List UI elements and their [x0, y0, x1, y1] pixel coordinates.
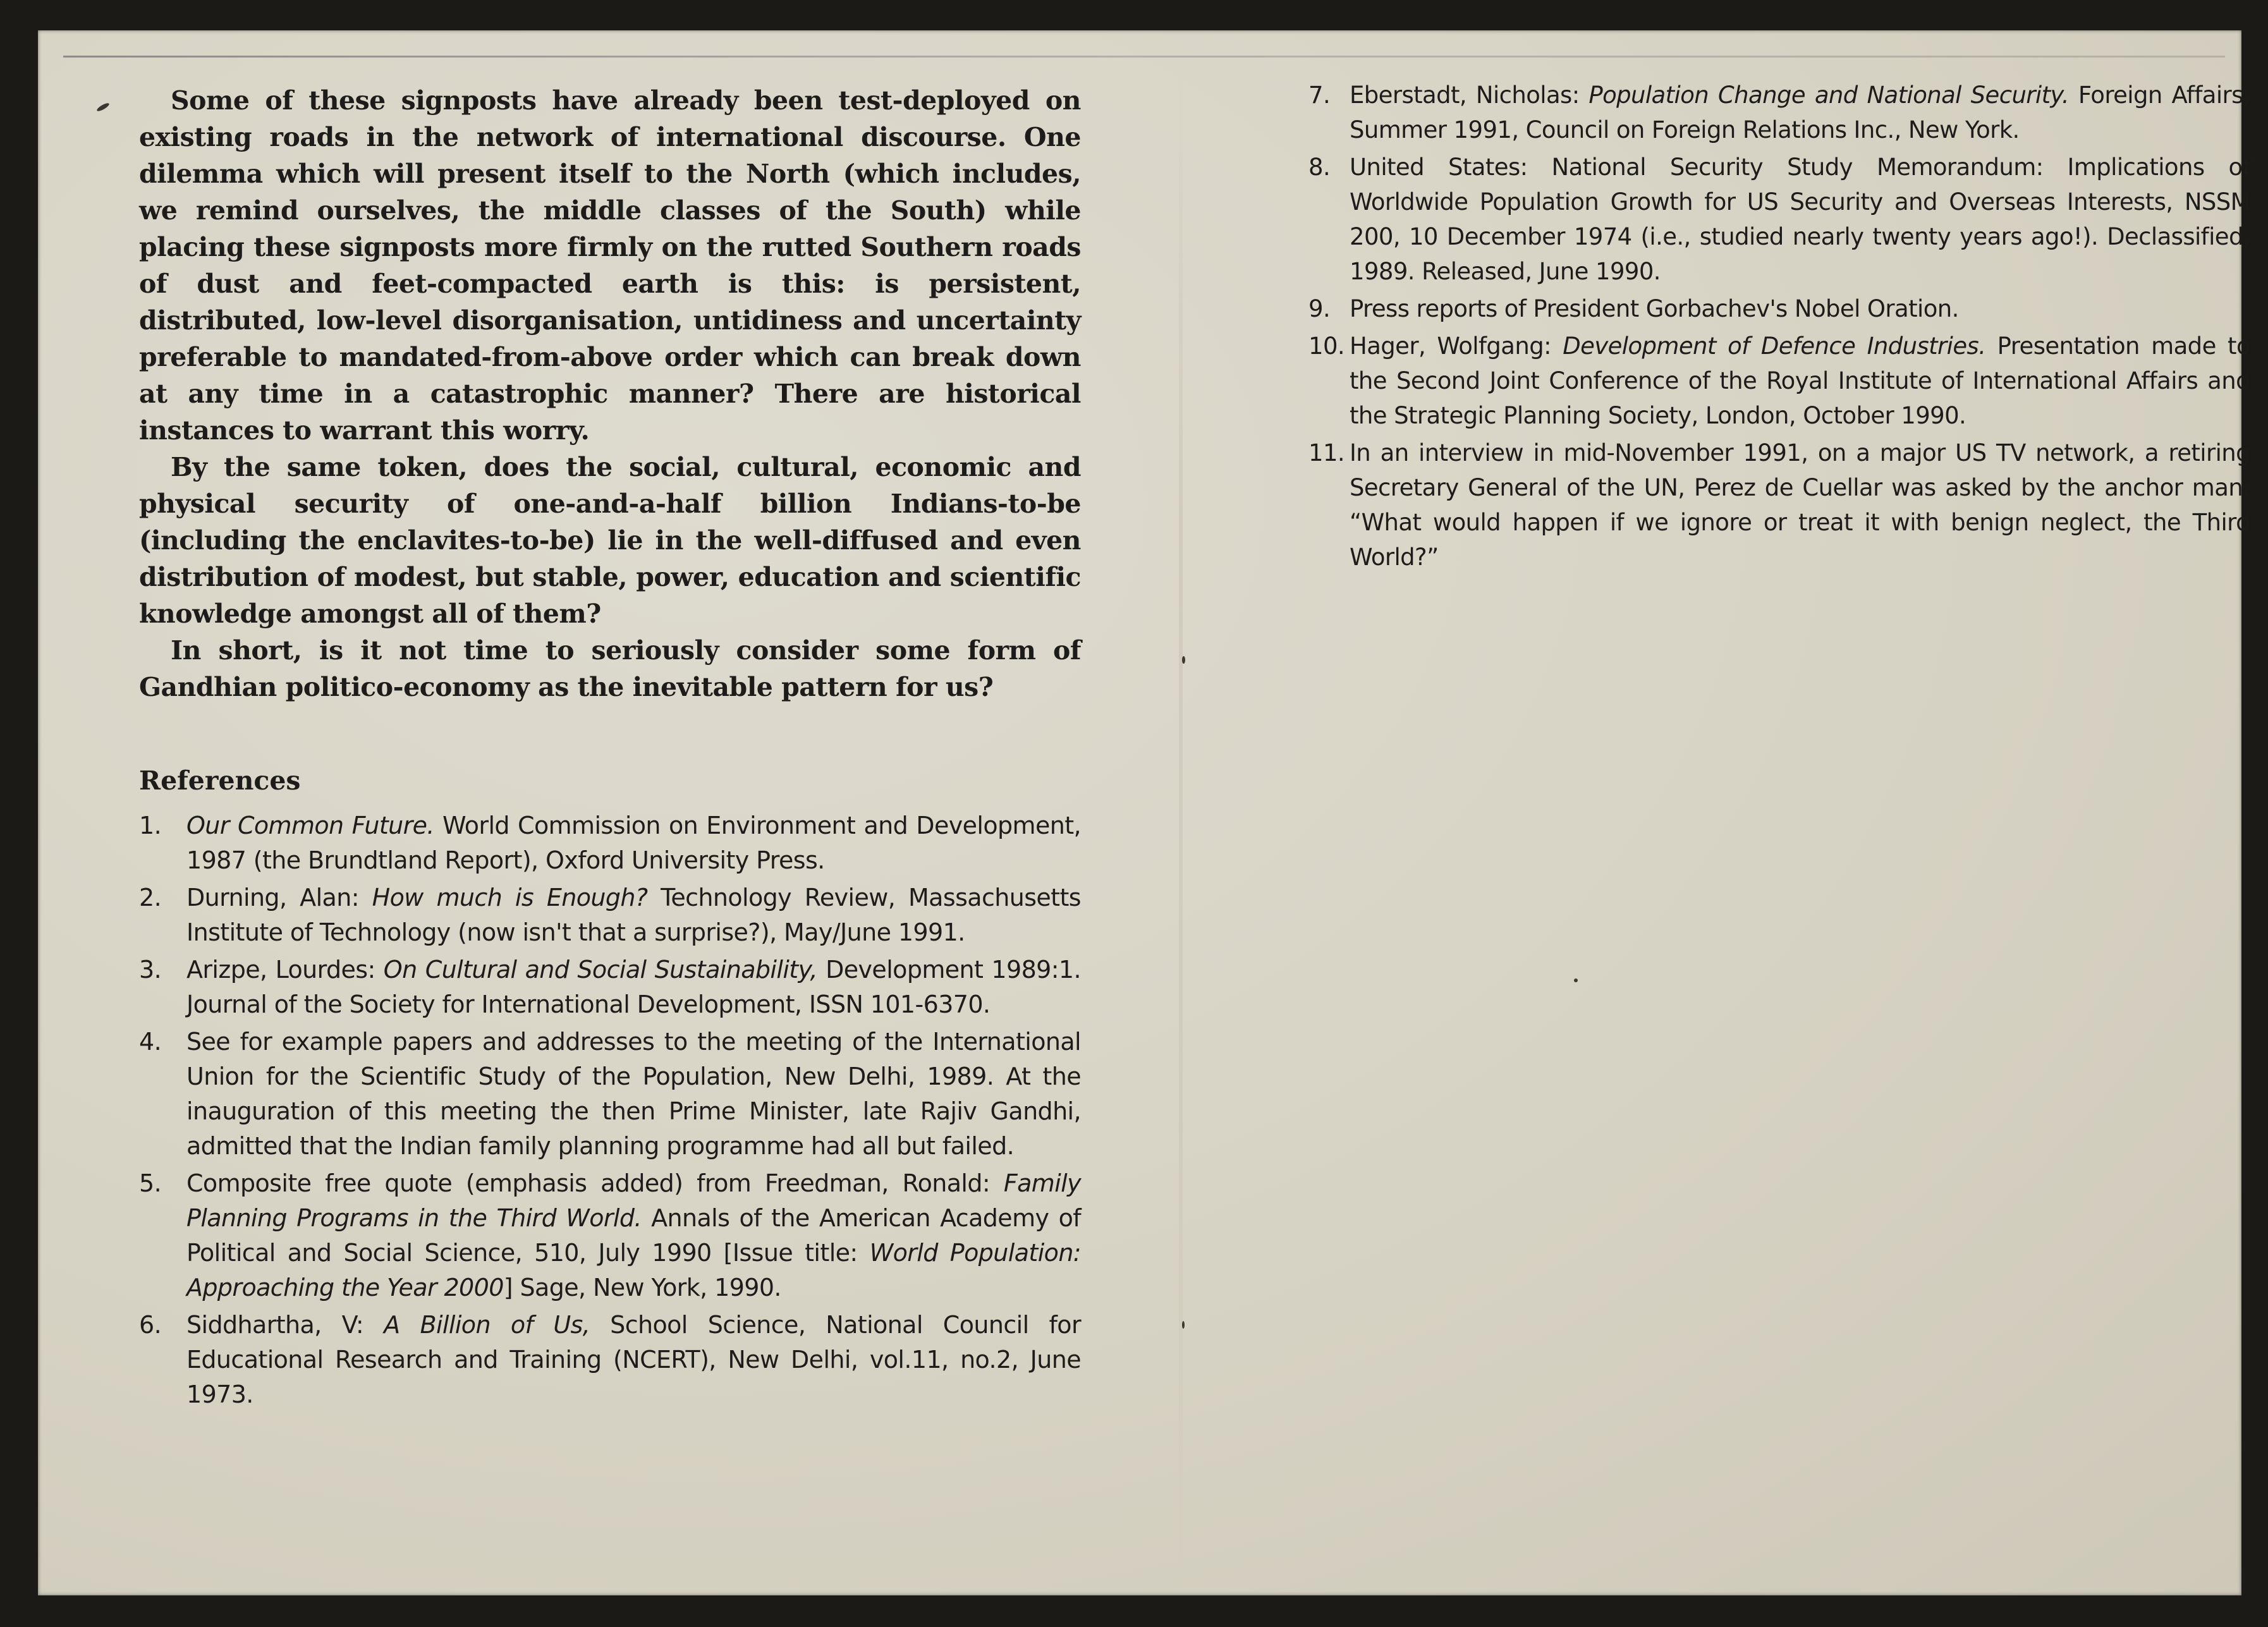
center-fold — [1179, 68, 1183, 1585]
reference-details: School Science, National Council for Educational Research and Training (NCERT), New Delhi, vol.11, no.2, June 1973. — [186, 1311, 1081, 1408]
reference-details: Development 1989:1. Journal of the Society for International Development, ISSN 101-6370. — [186, 956, 1081, 1018]
reference-item — [1308, 78, 2250, 147]
ink-speck — [1182, 1321, 1185, 1329]
body-paragraph-2: By the same token, does the social, cultural, economic and physical security of one-and-a-half billion Indians-to-be (including the enclavites-to-be) lie in the well-diffused and even distribution of modest, but stable, power, education and scientific knowledge amongst all of them? — [139, 452, 1081, 629]
reference-title: Our Common Future. — [186, 812, 434, 839]
reference-number: 5. — [139, 1169, 162, 1197]
reference-item — [1308, 150, 2250, 289]
reference-text: In an interview in mid-November 1991, on a major US TV network, a retiring Secretary General of the UN, Perez de Cuellar was asked by the anchor man: “What would happen if we ignore or treat it with benign neglect, the Third World?” — [1350, 439, 2250, 571]
right-column — [1308, 78, 2250, 577]
reference-item — [139, 953, 1081, 1022]
reference-number: 6. — [139, 1311, 162, 1339]
reference-item — [139, 1308, 1081, 1412]
references-heading: References — [139, 765, 301, 796]
reference-item — [139, 1025, 1081, 1164]
reference-title: How much is Enough? — [372, 884, 648, 911]
reference-details: World Commission on Environment and Development, 1987 (the Brundtland Report), Oxford University Press. — [186, 812, 1081, 874]
reference-text: Press reports of President Gorbachev's Nobel Oration. — [1350, 295, 1959, 322]
reference-text: Siddhartha, V: — [186, 1311, 384, 1339]
reference-number: 4. — [139, 1028, 162, 1056]
reference-item — [139, 881, 1081, 950]
reference-details: Technology Review, Massachusetts Institute of Technology (now isn't that a surprise?), May/June 1991. — [186, 884, 1081, 946]
reference-list-right — [1308, 78, 2250, 575]
reference-text: Composite free quote (emphasis added) from Freedman, Ronald: — [186, 1169, 1004, 1197]
ink-speck — [1182, 656, 1185, 664]
left-column — [139, 82, 1081, 1415]
reference-title: A Billion of Us, — [384, 1311, 590, 1339]
reference-item — [139, 808, 1081, 878]
reference-title: Family Planning Programs in the Third World. — [186, 1169, 1081, 1232]
reference-title: On Cultural and Social Sustainability, — [383, 956, 817, 984]
reference-details: Presentation made to the Second Joint Conference of the Royal Institute of International Affairs and the Strategic Planning Society, London, October 1990. — [1350, 332, 2250, 429]
reference-number: 11. — [1308, 439, 1345, 466]
reference-text: See for example papers and addresses to the meeting of the International Union for the Scientific Study of the Population, New Delhi, 1989. At the inauguration of this meeting the then Prime Minister, late Rajiv Gandhi, admitted that the Indian family planning programme had all but failed. — [186, 1028, 1081, 1160]
body-paragraph-3: In short, is it not time to seriously consider some form of Gandhian politico-economy as the inevitable pattern for us? — [139, 635, 1081, 702]
reference-item — [1308, 436, 2250, 575]
reference-number: 10. — [1308, 332, 1345, 360]
reference-text: United States: National Security Study Memorandum: Implications of Worldwide Population Growth for US Security and Overseas Interests, NSSM 200, 10 December 1974 (i.e., studied nearly twenty years ago!). Declassified, 1989. Released, June 1990. — [1350, 154, 2250, 285]
reference-text: Durning, Alan: — [186, 884, 372, 911]
reference-list-left — [139, 808, 1081, 1412]
reference-text: Arizpe, Lourdes: — [186, 956, 384, 984]
reference-details: Foreign Affairs, Summer 1991, Council on Foreign Relations Inc., New York. — [1350, 82, 2250, 143]
body-paragraph-1: Some of these signposts have already been test-deployed on existing roads in the network of international discourse. One dilemma which will present itself to the North (which includes, we remind ourselves, the middle classes of the South) while placing these signposts more firmly on the rutted Southern roads of dust and feet-compacted earth is this: is persistent, distributed, low-level disorganisation, untidiness and uncertainty preferable to mandated-from-above order which can break down at any time in a catastrophic manner? There are historical instances to warrant this worry. — [139, 85, 1081, 446]
reference-number: 1. — [139, 812, 162, 839]
reference-issue-title: World Population: Approaching the Year 2000 — [186, 1239, 1082, 1301]
ink-speck — [1574, 978, 1578, 982]
reference-number: 3. — [139, 956, 162, 984]
ink-speck — [96, 102, 111, 113]
reference-item — [1308, 291, 2250, 326]
reference-number: 9. — [1308, 295, 1331, 322]
reference-number: 8. — [1308, 154, 1331, 181]
reference-text: Hager, Wolfgang: — [1350, 332, 1563, 360]
reference-number: 2. — [139, 884, 162, 911]
reference-details-end: ] Sage, New York, 1990. — [503, 1274, 781, 1301]
reference-item — [1308, 329, 2250, 433]
top-rule — [63, 56, 2225, 58]
reference-number: 7. — [1308, 82, 1331, 109]
reference-details: Annals of the American Academy of Political and Social Science, 510, July 1990 [Issue title: — [186, 1204, 1082, 1267]
reference-text: Eberstadt, Nicholas: — [1350, 82, 1589, 109]
reference-item — [139, 1166, 1081, 1305]
paper-sheet — [38, 30, 2250, 1595]
reference-title: Development of Defence Industries. — [1563, 332, 1986, 360]
reference-title: Population Change and National Security. — [1588, 82, 2070, 109]
